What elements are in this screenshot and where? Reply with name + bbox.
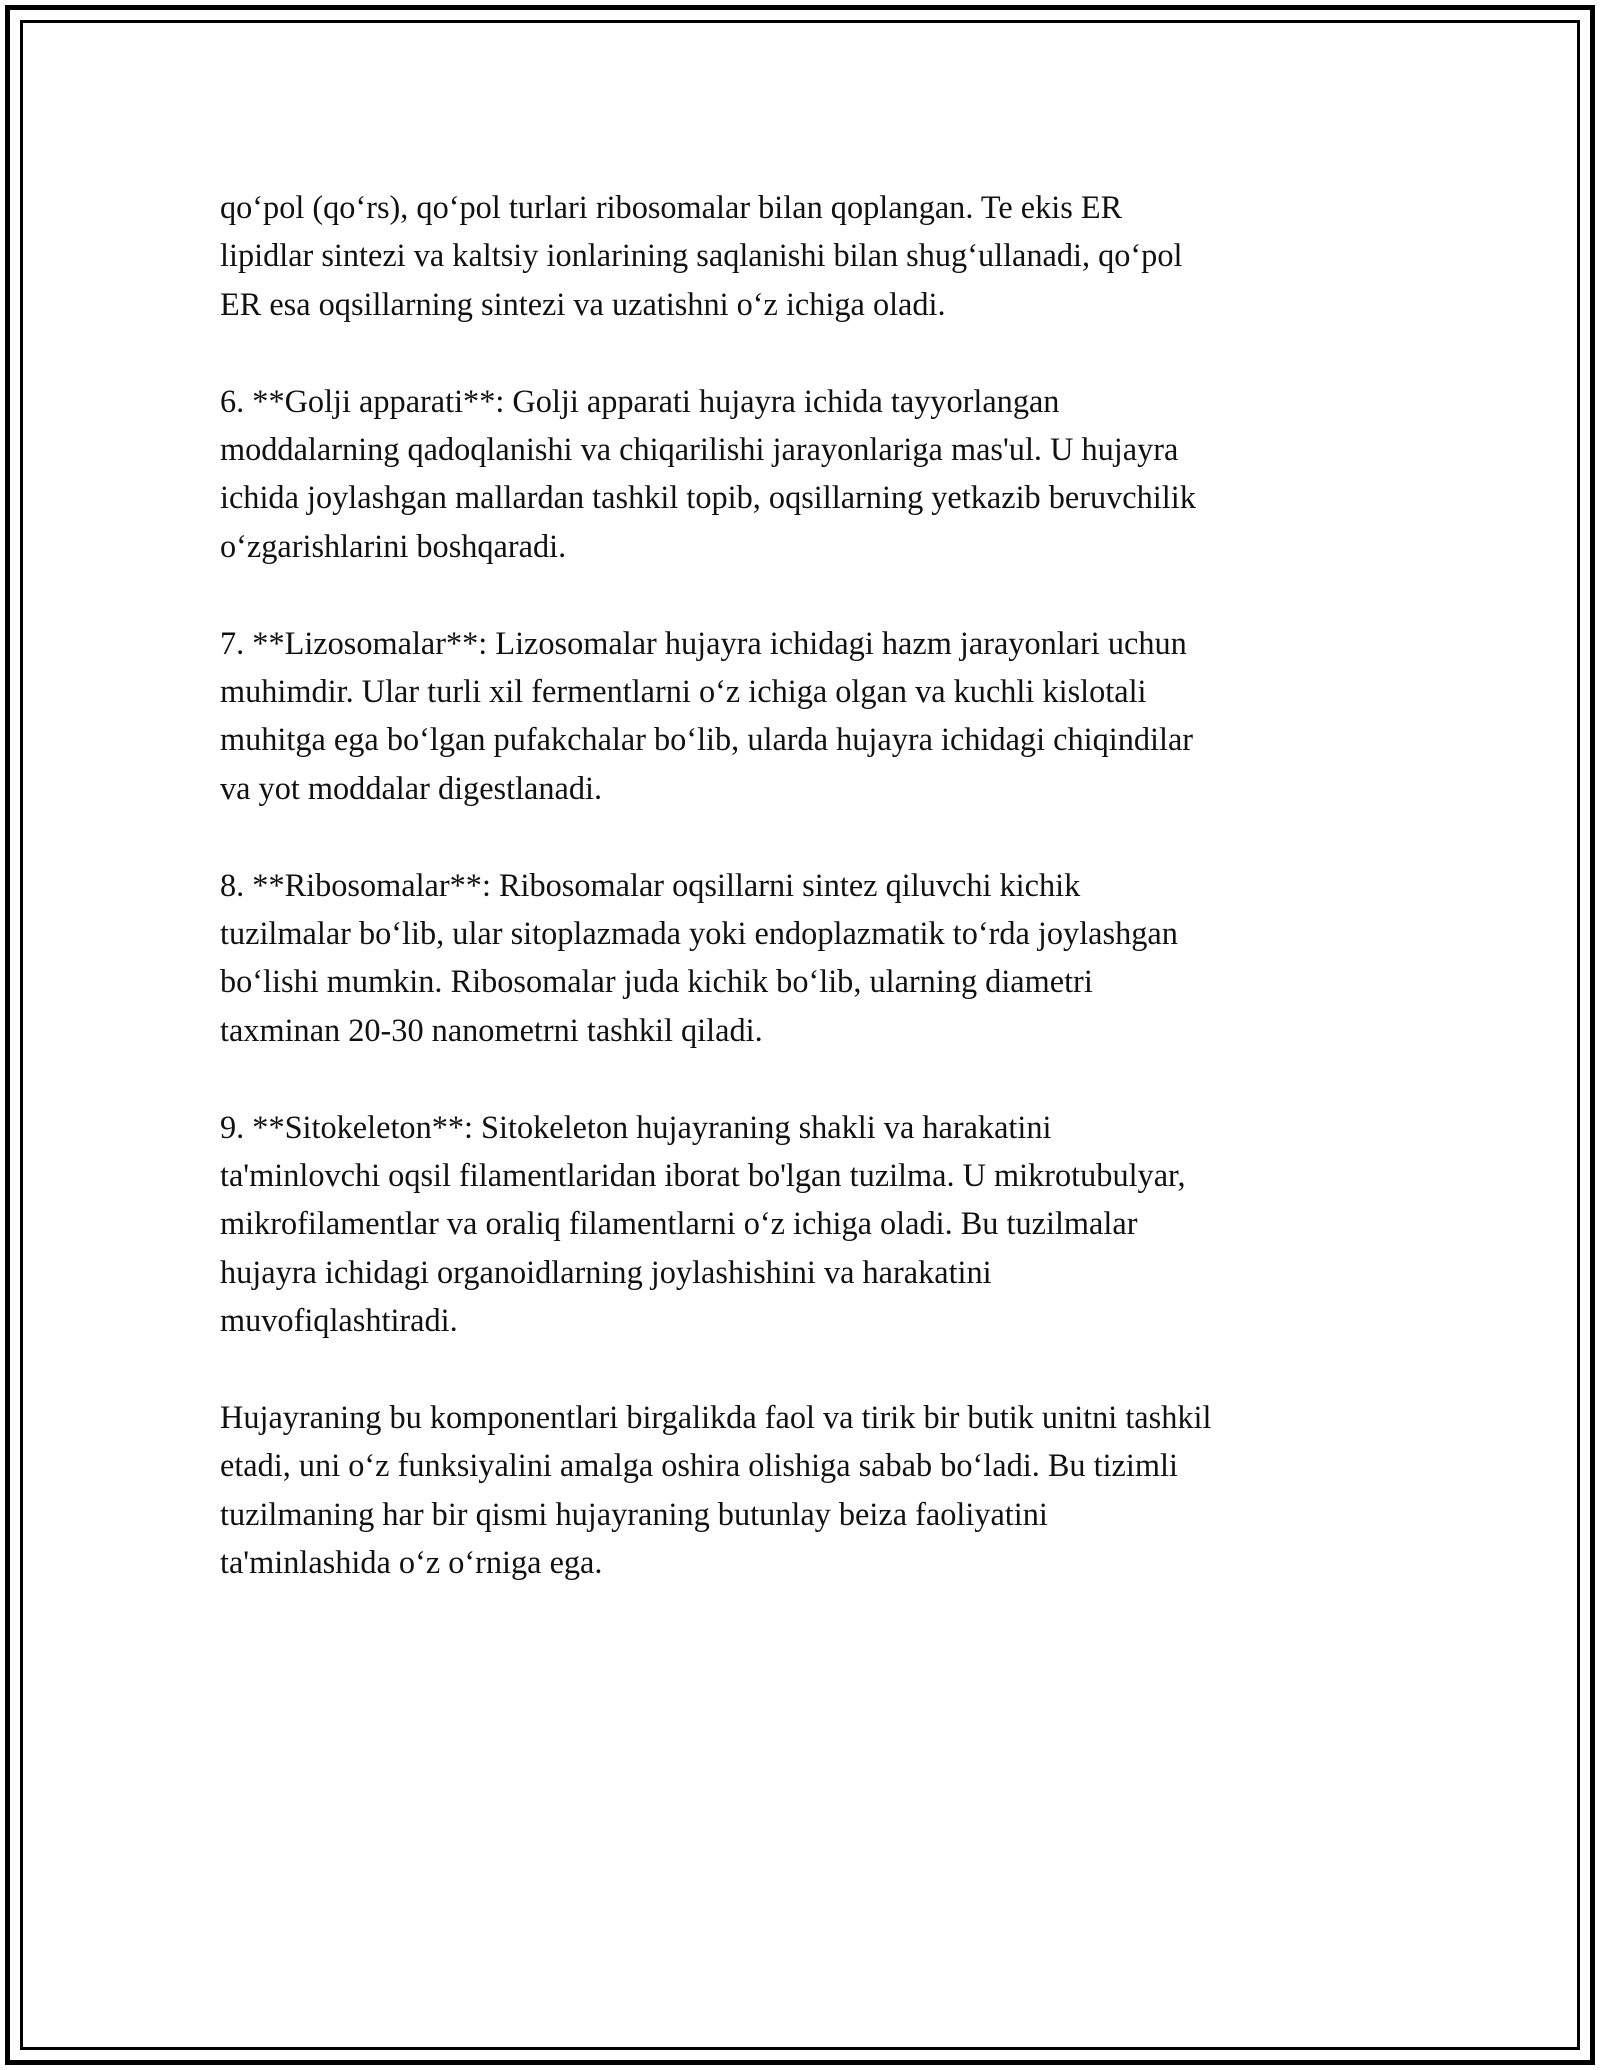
text-line: tuzilmalar bo‘lib, ular sitoplazmada yoki endoplazmatik to‘rda joylashgan <box>220 915 1178 952</box>
paragraph-lizosomalar <box>220 619 1370 813</box>
text-line: Hujayraning bu komponentlari birgalikda faol va tirik bir butik unitni tashkil <box>220 1399 1212 1436</box>
document-body <box>220 183 1370 1635</box>
text-line: 6. **Golji apparati**: Golji apparati hujayra ichida tayyorlangan <box>220 382 1060 419</box>
text-line: muhitga ega bo‘lgan pufakchalar bo‘lib, ularda hujayra ichidagi chiqindilar <box>220 721 1194 758</box>
text-line: o‘zgarishlarini boshqaradi. <box>220 527 567 564</box>
text-line: va yot moddalar digestlanadi. <box>220 769 603 806</box>
paragraph-golji-apparati <box>220 377 1370 571</box>
text-line: ER esa oqsillarning sintezi va uzatishni o‘z ichiga oladi. <box>220 285 946 322</box>
paragraph-sitokeleton <box>220 1103 1370 1345</box>
text-line: 9. **Sitokeleton**: Sitokeleton hujayraning shakli va harakatini <box>220 1108 1052 1145</box>
text-line: ichida joylashgan mallardan tashkil topib, oqsillarning yetkazib beruvchilik <box>220 479 1196 516</box>
text-line: lipidlar sintezi va kaltsiy ionlarining saqlanishi bilan shug‘ullanadi, qo‘pol <box>220 237 1183 274</box>
text-line: tuzilmaning har bir qismi hujayraning butunlay beiza faoliyatini <box>220 1495 1048 1532</box>
text-line: qo‘pol (qo‘rs), qo‘pol turlari ribosomalar bilan qoplangan. Te ekis ER <box>220 189 1123 225</box>
text-line: 7. **Lizosomalar**: Lizosomalar hujayra ichidagi hazm jarayonlari uchun <box>220 624 1187 661</box>
paragraph-conclusion <box>220 1393 1370 1587</box>
text-line: ta'minlashida o‘z o‘rniga ega. <box>220 1544 603 1581</box>
text-line: ta'minlovchi oqsil filamentlaridan iborat bo'lgan tuzilma. U mikrotubulyar, <box>220 1157 1186 1194</box>
text-line: moddalarning qadoqlanishi va chiqarilishi jarayonlariga mas'ul. U hujayra <box>220 431 1179 468</box>
text-line: etadi, uni o‘z funksiyalini amalga oshira olishiga sabab bo‘ladi. Bu tizimli <box>220 1447 1178 1484</box>
text-line: mikrofilamentlar va oraliq filamentlarni o‘z ichiga oladi. Bu tuzilmalar <box>220 1205 1138 1242</box>
text-line: 8. **Ribosomalar**: Ribosomalar oqsillarni sintez qiluvchi kichik <box>220 866 1081 903</box>
text-line: hujayra ichidagi organoidlarning joylashishini va harakatini <box>220 1253 992 1290</box>
text-line: muhimdir. Ular turli xil fermentlarni o‘z ichiga olgan va kuchli kislotali <box>220 673 1147 710</box>
text-line: bo‘lishi mumkin. Ribosomalar juda kichik bo‘lib, ularning diametri <box>220 963 1093 1000</box>
text-line: taxminan 20-30 nanometrni tashkil qiladi. <box>220 1011 763 1048</box>
text-line: muvofiqlashtiradi. <box>220 1302 458 1339</box>
paragraph-ribosomalar <box>220 861 1370 1055</box>
paragraph-er-continuation <box>220 183 1370 328</box>
